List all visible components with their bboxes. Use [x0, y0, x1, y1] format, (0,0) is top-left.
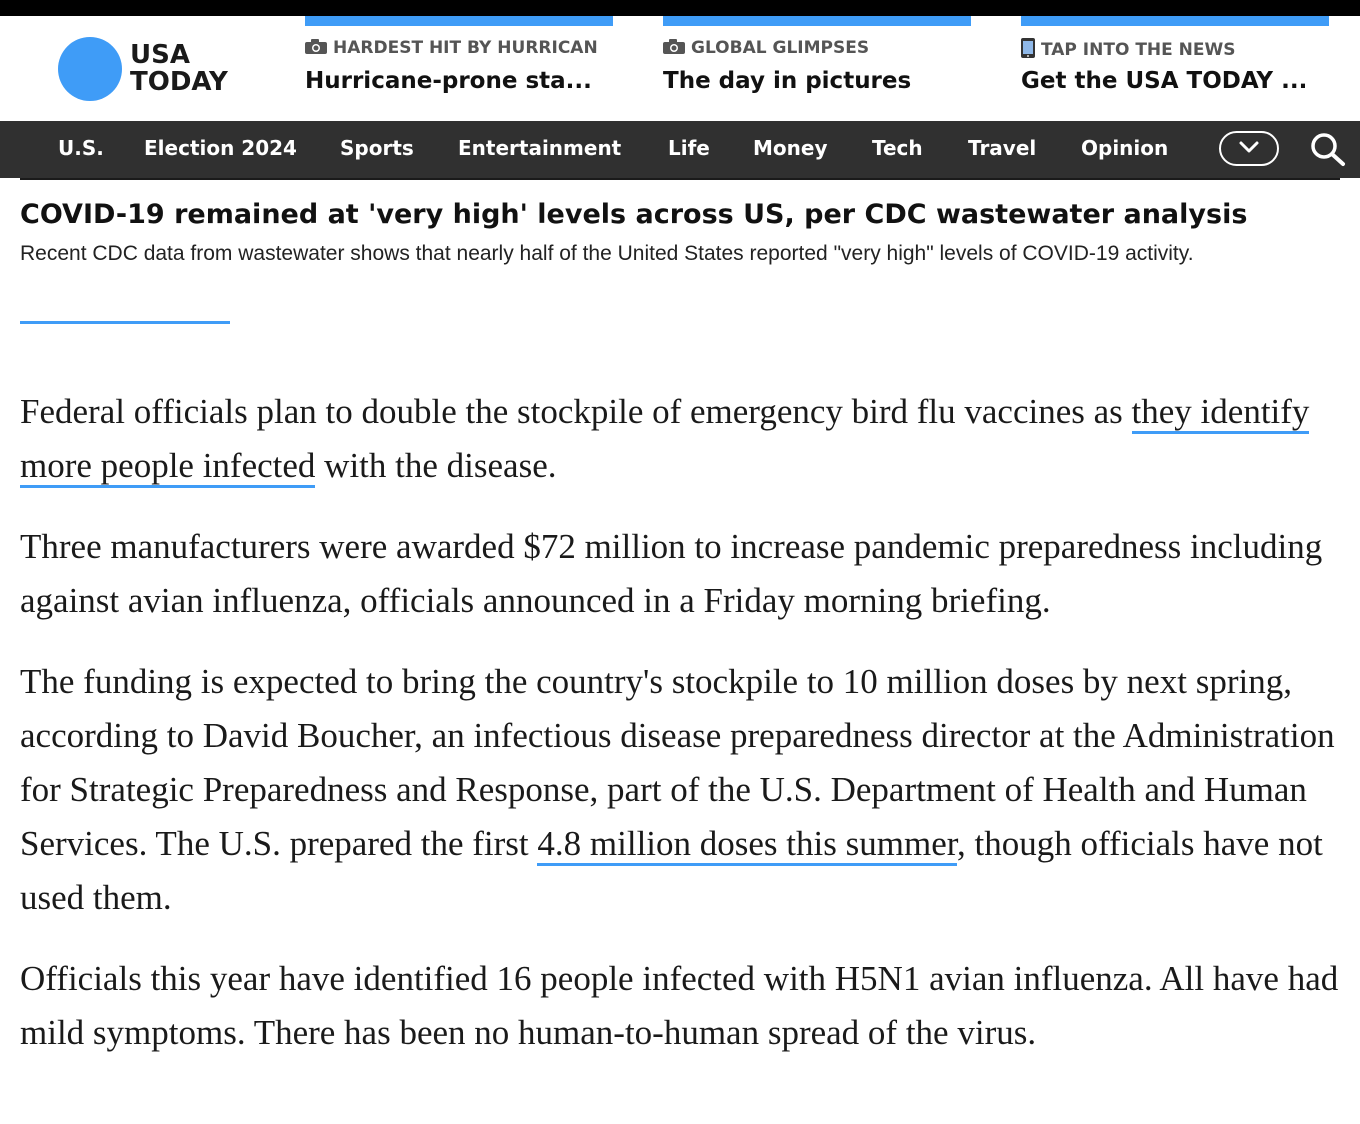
promo-accent-bar [663, 16, 971, 26]
phone-icon [1021, 38, 1035, 62]
paragraph-text: The funding is expected to bring the country's stockpile to 10 million doses by next spring, according to David Boucher, an infectious disease preparedness director at the Administration for Strategic Preparedness and Response, part of the U.S. Department of Health and Human Services. The U.S. prepared the first [20, 662, 1335, 863]
promo-card-app[interactable] [1021, 16, 1329, 116]
related-story-title[interactable]: COVID-19 remained at 'very high' levels across US, per CDC wastewater analysis [20, 199, 1248, 230]
promo-title[interactable]: The day in pictures [663, 68, 912, 94]
nav-item-travel[interactable]: Travel [968, 136, 1037, 160]
nav-item-money[interactable]: Money [753, 136, 828, 160]
promo-kicker-text: TAP INTO THE NEWS [1041, 40, 1236, 60]
main-nav [0, 121, 1360, 178]
promo-kicker-text: HARDEST HIT BY HURRICAN [333, 38, 598, 58]
inline-link-doses-summer[interactable]: 4.8 million doses this summer [537, 824, 957, 866]
article-body [20, 385, 1340, 1087]
paragraph-text: Federal officials plan to double the stockpile of emergency bird flu vaccines as [20, 392, 1132, 431]
camera-icon [305, 39, 327, 58]
promo-kicker [663, 38, 971, 58]
nav-item-tech[interactable]: Tech [872, 136, 923, 160]
related-story-description: Recent CDC data from wastewater shows that nearly half of the United States reported "very high" levels of COVID-19 activity. [20, 242, 1194, 265]
nav-item-life[interactable]: Life [668, 136, 710, 160]
nav-item-entertainment[interactable]: Entertainment [458, 136, 622, 160]
article-paragraph-1 [20, 385, 1340, 493]
nav-item-election-2024[interactable]: Election 2024 [144, 136, 297, 160]
logo-line-2: TODAY [130, 67, 228, 97]
promo-kicker-text: GLOBAL GLIMPSES [691, 38, 870, 58]
promo-title[interactable]: Hurricane-prone sta... [305, 68, 592, 94]
nav-more-button[interactable] [1219, 131, 1279, 166]
nav-item-us[interactable]: U.S. [58, 136, 104, 160]
site-header [0, 16, 1360, 121]
usa-today-logo[interactable] [58, 37, 228, 101]
search-icon [1308, 152, 1348, 171]
related-story[interactable] [20, 195, 1340, 269]
inline-link-identify-infected[interactable]: they identify more people infected [20, 392, 1309, 488]
nav-item-opinion[interactable]: Opinion [1081, 136, 1169, 160]
nav-search-button[interactable] [1308, 131, 1348, 167]
promo-accent-bar [305, 16, 613, 26]
logo-circle-icon [58, 37, 122, 101]
promo-kicker [1021, 38, 1329, 62]
promo-title[interactable]: Get the USA TODAY ... [1021, 68, 1308, 94]
promo-kicker [305, 38, 613, 58]
promo-card-glimpses[interactable] [663, 16, 971, 116]
top-black-bar [0, 0, 1360, 16]
nav-divider [20, 178, 1340, 180]
logo-wordmark [130, 42, 228, 96]
promo-accent-bar [1021, 16, 1329, 26]
related-story-divider [20, 321, 230, 324]
promo-card-hurricane[interactable] [305, 16, 613, 116]
nav-item-sports[interactable]: Sports [340, 136, 414, 160]
article-paragraph-4: Officials this year have identified 16 people infected with H5N1 avian influenza. All have had mild symptoms. There has been no human-to-human spread of the virus. [20, 959, 1339, 1052]
article-paragraph-2: Three manufacturers were awarded $72 million to increase pandemic preparedness including against avian influenza, officials announced in a Friday morning briefing. [20, 527, 1323, 620]
paragraph-text: with the disease. [315, 446, 557, 485]
camera-icon [663, 39, 685, 58]
article-paragraph-3 [20, 655, 1340, 925]
paragraph-text: , though officials have not used them. [20, 824, 1323, 917]
logo-line-1: USA [130, 40, 190, 70]
chevron-down-icon [1238, 139, 1260, 158]
